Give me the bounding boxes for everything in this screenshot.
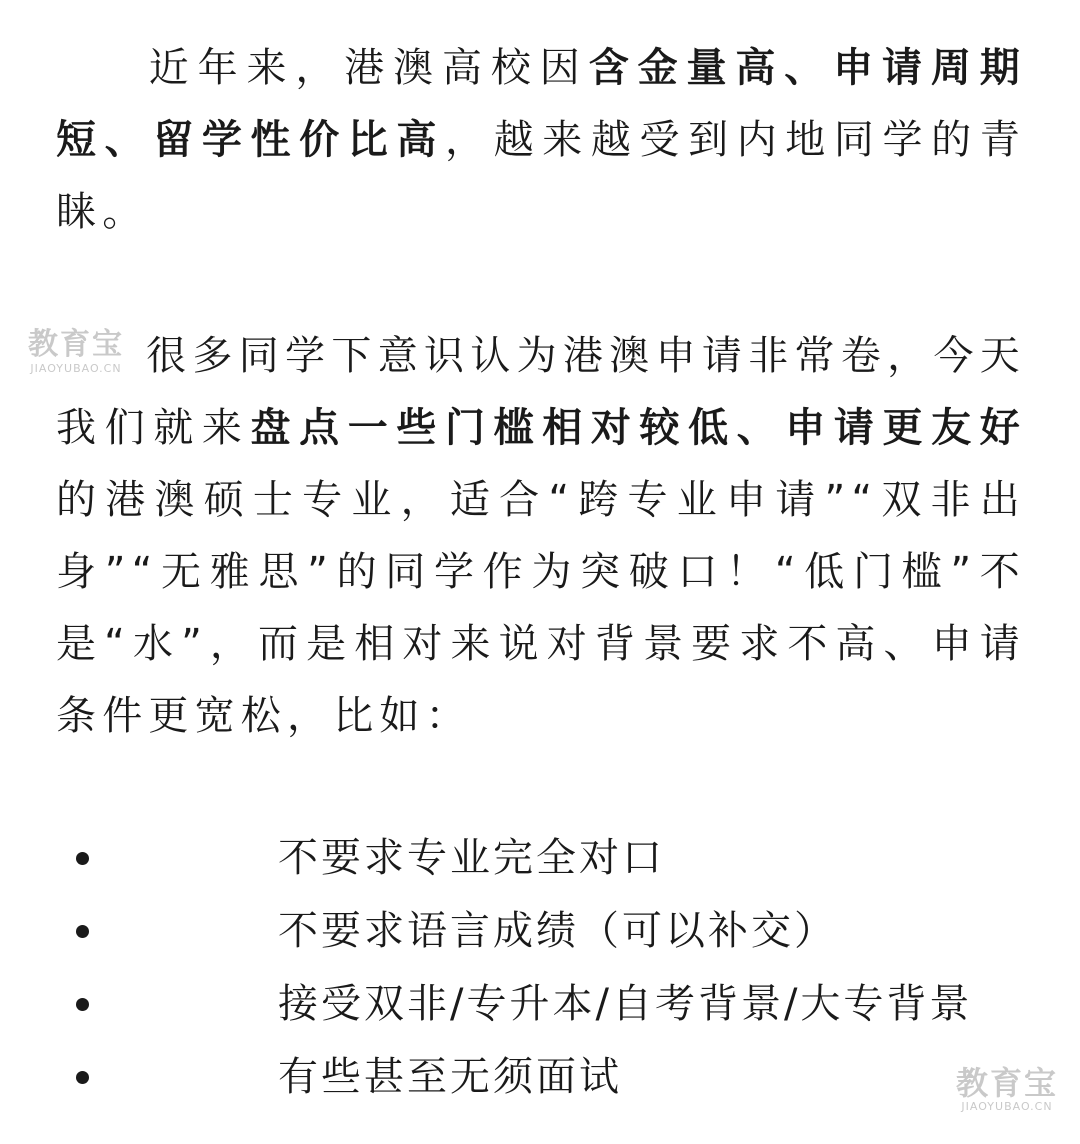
intro-paragraph <box>56 32 1026 248</box>
bullet-icon <box>76 925 89 938</box>
intro-highlight: 含金量高、申请周期短、留学性价比高 <box>56 45 1026 163</box>
watermark-logo <box>18 328 134 376</box>
bullet-icon <box>76 852 89 865</box>
watermark-domain: JIAOYUBAO.CN <box>961 1100 1053 1113</box>
watermark-domain: JIAOYUBAO.CN <box>30 362 122 375</box>
list-item <box>0 822 1080 895</box>
intro-text-start: 近年来，港澳高校因 <box>146 45 589 91</box>
overview-text-end: 的港澳硕士专业，适合“跨专业申请”“双非出身”“无雅思”的同学作为突破口！“低门槛”不是“水”，而是相对来说对背景要求不高、申请条件更宽松，比如： <box>56 477 1026 739</box>
list-item-text: 不要求专业完全对口 <box>278 835 665 881</box>
overview-paragraph <box>56 320 1026 752</box>
list-item-text: 有些甚至无须面试 <box>278 1054 622 1100</box>
bullet-icon <box>76 998 89 1011</box>
watermark-brand: 教育宝 <box>955 1064 1058 1102</box>
overview-highlight: 盘点一些门槛相对较低、申请更友好 <box>250 405 1026 451</box>
criteria-list <box>0 822 1080 1114</box>
list-item <box>0 968 1080 1041</box>
list-item <box>0 895 1080 968</box>
list-item-text: 接受双非/专升本/自考背景/大专背景 <box>278 981 973 1027</box>
list-item <box>0 1041 1080 1114</box>
bullet-icon <box>76 1071 89 1084</box>
overview-text-start: 很多同学下意识认为港澳申请非常卷，今天我们就来 <box>56 333 1026 451</box>
intro-text-end: ，越来越受到内地同学的青睐。 <box>56 117 1026 235</box>
list-item-text: 不要求语言成绩（可以补交） <box>278 908 837 954</box>
watermark-brand: 教育宝 <box>28 327 124 362</box>
watermark-logo <box>948 1066 1066 1114</box>
